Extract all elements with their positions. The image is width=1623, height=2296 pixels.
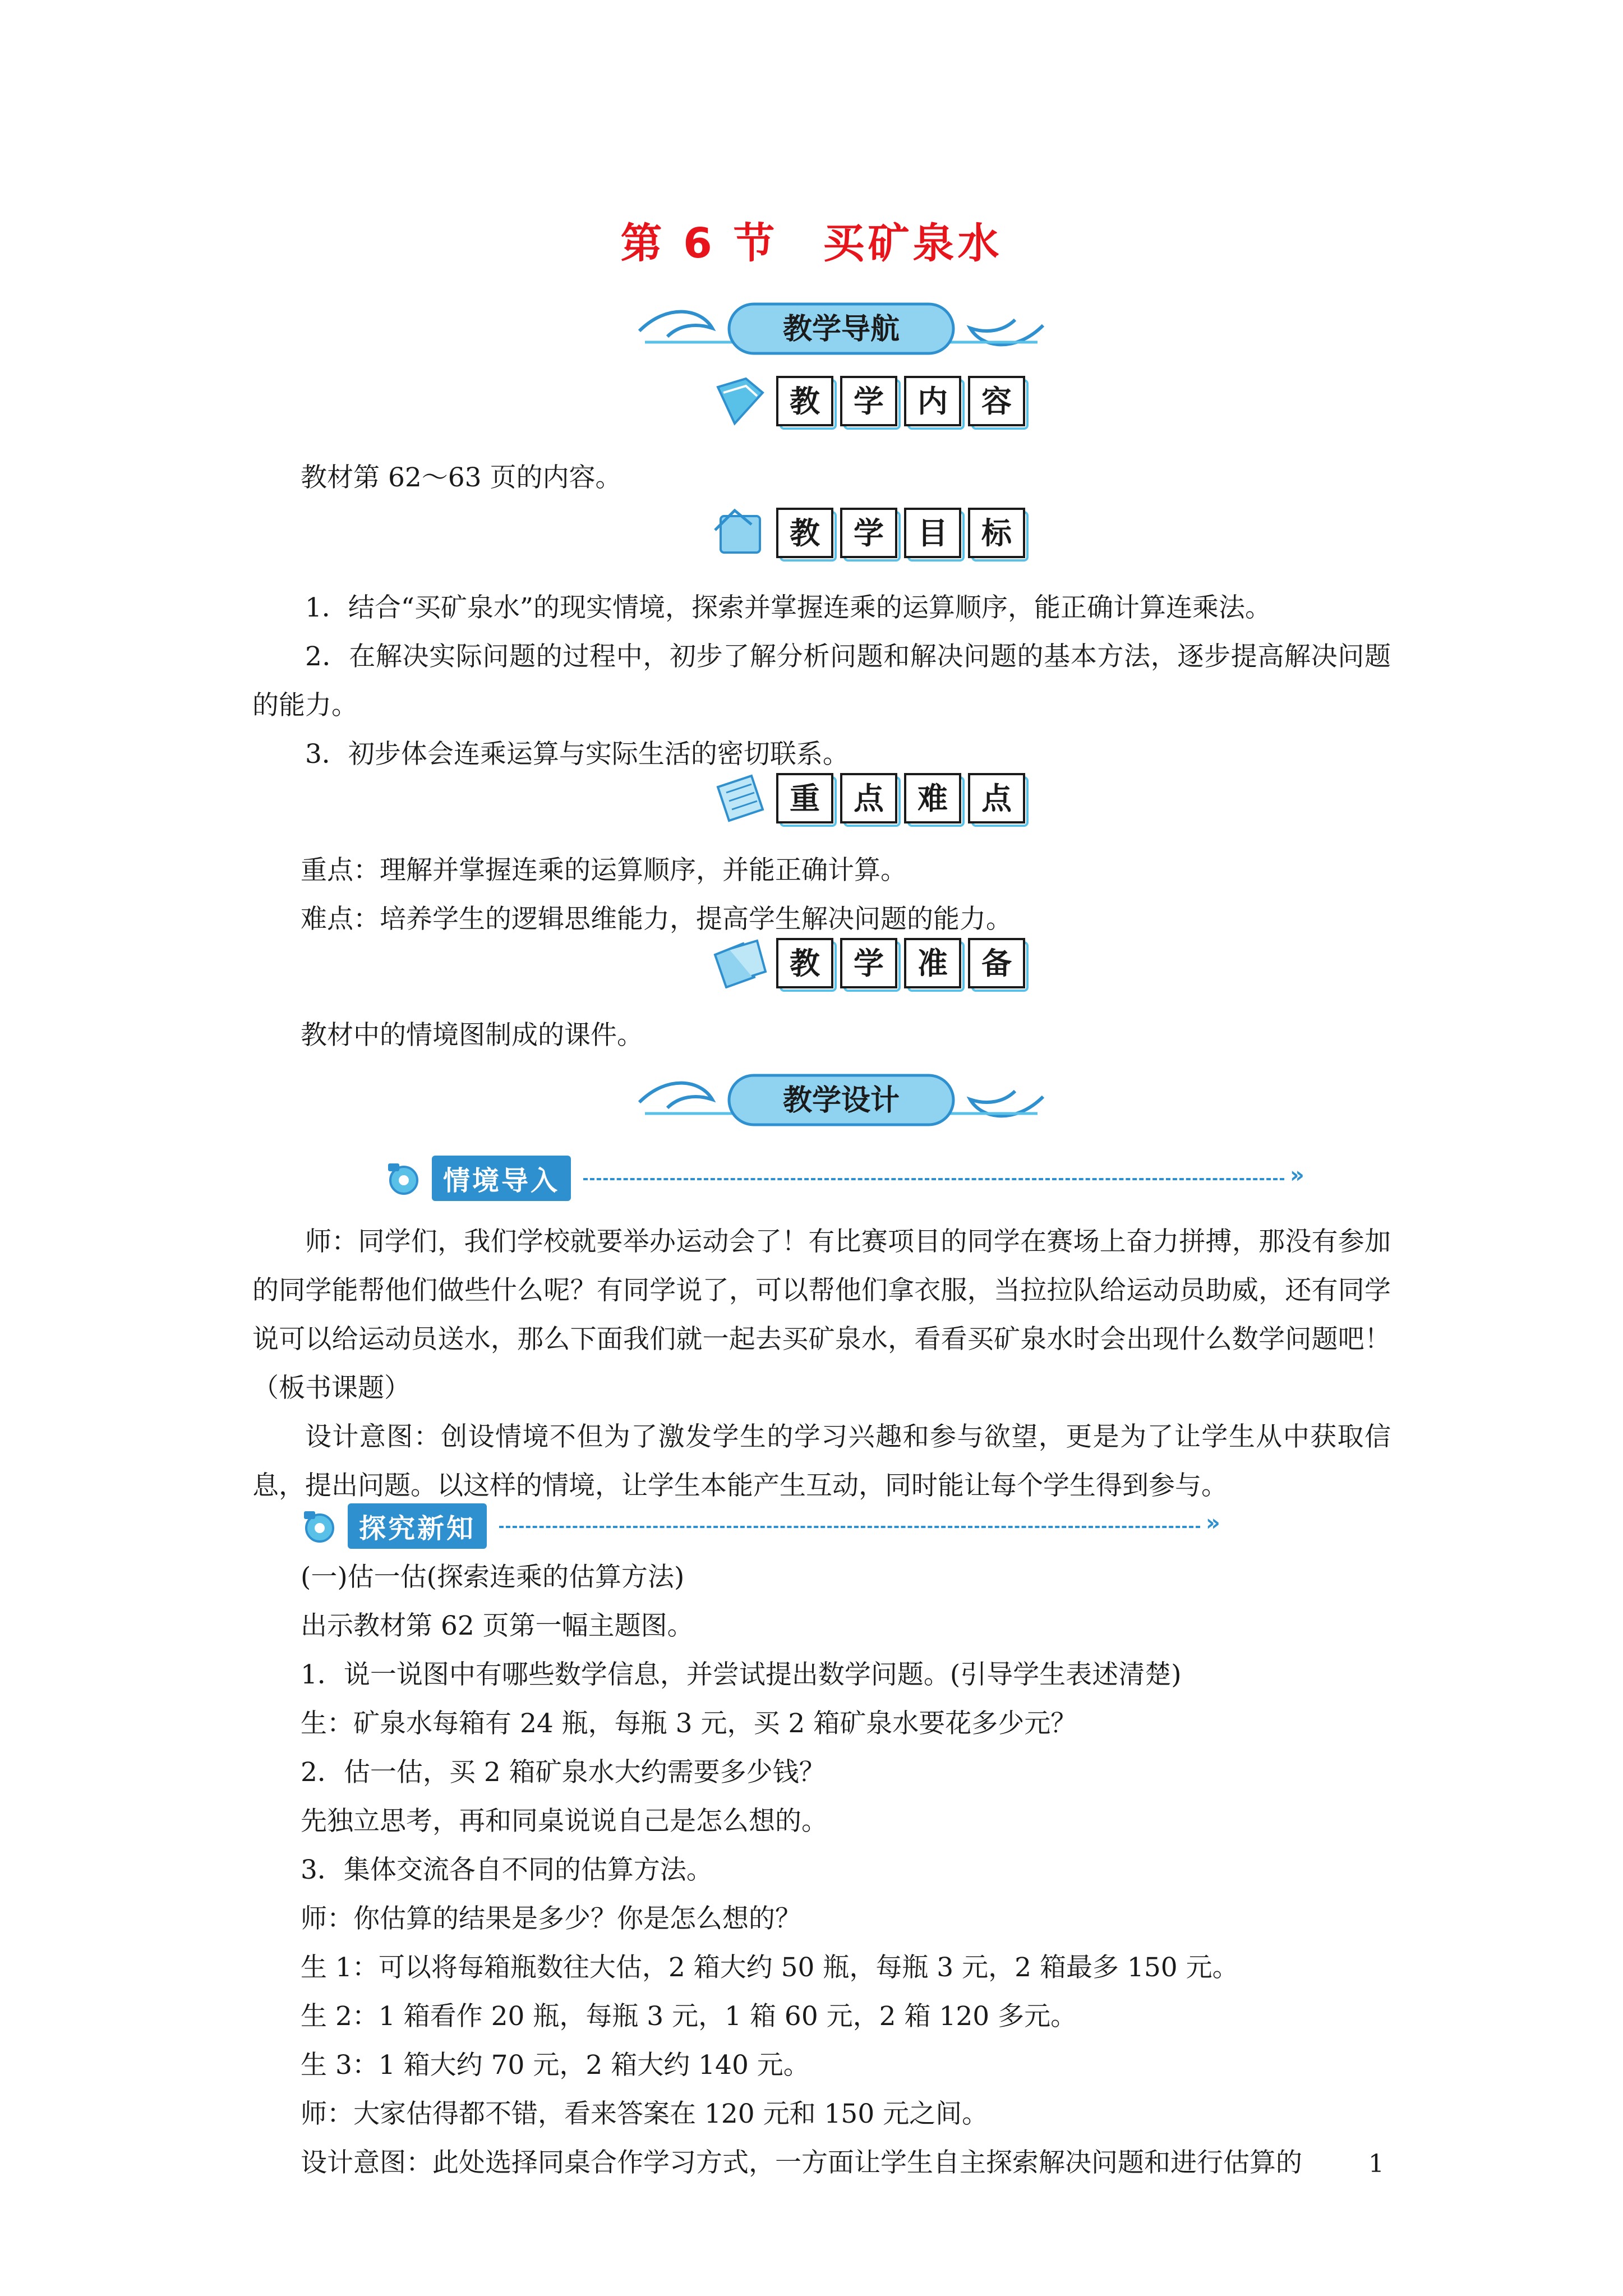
box-char: 重 (776, 773, 833, 823)
box-char: 点 (968, 773, 1025, 823)
explore-line: 设计意图：此处选择同桌合作学习方式，一方面让学生自主探索解决问题和进行估算的 (301, 2147, 1302, 2178)
key-point-item: 重点：理解并掌握连乘的运算顺序，并能正确计算。 (301, 855, 907, 886)
box-char: 学 (840, 508, 897, 558)
explore-line: 出示教材第 62 页第一幅主题图。 (301, 1611, 694, 1641)
double-chevron-icon: » (1290, 1162, 1304, 1188)
banner-design-text: 教学设计 (782, 1084, 900, 1117)
box-char: 学 (840, 376, 897, 426)
paper-icon (712, 773, 768, 823)
heading-key-points (712, 773, 1032, 840)
double-chevron-icon: » (1206, 1510, 1220, 1536)
box-char: 教 (776, 508, 833, 558)
section-intro (381, 1156, 1324, 1200)
content-text: 教材第 62～63 页的内容。 (301, 462, 622, 493)
book-icon (712, 376, 768, 426)
heading-teaching-content (712, 376, 1032, 443)
explore-line: 生 1：可以将每箱瓶数往大估，2 箱大约 50 瓶，每瓶 3 元，2 箱最多 150 元。 (301, 1952, 1239, 1983)
box-char: 学 (840, 938, 897, 988)
page-title: 第 6 节 买矿泉水 (620, 219, 1003, 268)
intro-paragraph: 师：同学们，我们学校就要举办运动会了！有比赛项目的同学在赛场上奋力拼搏，那没有参加的同学能帮他们做些什么呢？有同学说了，可以帮他们拿衣服，当拉拉队给运动员助威，还有同学说可以给运动员送水，那么下面我们就一起去买矿泉水，看看买矿泉水时会出现什么数学问题吧！（板书课题） (252, 1226, 1391, 1404)
gear-icon (297, 1507, 342, 1546)
box-char: 标 (968, 508, 1025, 558)
box-char: 目 (904, 508, 961, 558)
gear-icon (381, 1159, 426, 1198)
key-point-item: 难点：培养学生的逻辑思维能力，提高学生解决问题的能力。 (301, 904, 1012, 935)
explore-line: 师：大家估得都不错，看来答案在 120 元和 150 元之间。 (301, 2099, 989, 2129)
box-char: 准 (904, 938, 961, 988)
box-char: 教 (776, 376, 833, 426)
intro-design-intent: 设计意图：创设情境不但为了激发学生的学习兴趣和参与欲望，更是为了让学生从中获取信息，提出问题。以这样的情境，让学生本能产生互动，同时能让每个学生得到参与。 (252, 1421, 1391, 1501)
box-char: 内 (904, 376, 961, 426)
explore-line: 生 2：1 箱看作 20 瓶，每瓶 3 元，1 箱 60 元，2 箱 120 多元。 (301, 2001, 1077, 2032)
banner-teaching-nav (634, 292, 1049, 365)
explore-line: 3．集体交流各自不同的估算方法。 (301, 1855, 713, 1885)
banner-nav-text: 教学导航 (782, 312, 900, 346)
box-char: 备 (968, 938, 1025, 988)
dashed-divider (499, 1526, 1200, 1528)
section-explore (297, 1503, 1251, 1548)
explore-line: 2．估一估，买 2 箱矿泉水大约需要多少钱？ (301, 1757, 826, 1788)
notebook-icon (712, 508, 768, 558)
explore-line: 生：矿泉水每箱有 24 瓶，每瓶 3 元，买 2 箱矿泉水要花多少元？ (301, 1708, 1077, 1739)
explore-line: 生 3：1 箱大约 70 元，2 箱大约 140 元。 (301, 2050, 810, 2081)
explore-line: 先独立思考，再和同桌说说自己是怎么想的。 (301, 1806, 828, 1837)
page-number: 1 (1368, 2150, 1384, 2178)
prep-text: 教材中的情境图制成的课件。 (301, 1020, 643, 1051)
dashed-divider (583, 1178, 1284, 1180)
explore-line: 师：你估算的结果是多少？你是怎么想的？ (301, 1903, 801, 1934)
section-explore-label: 探究新知 (348, 1503, 487, 1549)
goal-item: 3．初步体会连乘运算与实际生活的密切联系。 (305, 739, 849, 770)
box-char: 教 (776, 938, 833, 988)
explore-line: (一)估一估(探索连乘的估算方法) (301, 1562, 685, 1593)
banner-teaching-design (634, 1063, 1049, 1136)
explore-line: 1．说一说图中有哪些数学信息，并尝试提出数学问题。(引导学生表述清楚) (301, 1659, 1182, 1690)
papers-icon (712, 938, 768, 988)
goal-item: 1．结合“买矿泉水”的现实情境，探索并掌握连乘的运算顺序，能正确计算连乘法。 (305, 592, 1271, 623)
heading-teaching-goals (712, 508, 1032, 575)
box-char: 难 (904, 773, 961, 823)
section-intro-label: 情境导入 (432, 1156, 571, 1201)
heading-teaching-prep (712, 938, 1032, 1005)
box-char: 容 (968, 376, 1025, 426)
goal-item: 2．在解决实际问题的过程中，初步了解分析问题和解决问题的基本方法，逐步提高解决问题的能力。 (252, 641, 1391, 721)
box-char: 点 (840, 773, 897, 823)
